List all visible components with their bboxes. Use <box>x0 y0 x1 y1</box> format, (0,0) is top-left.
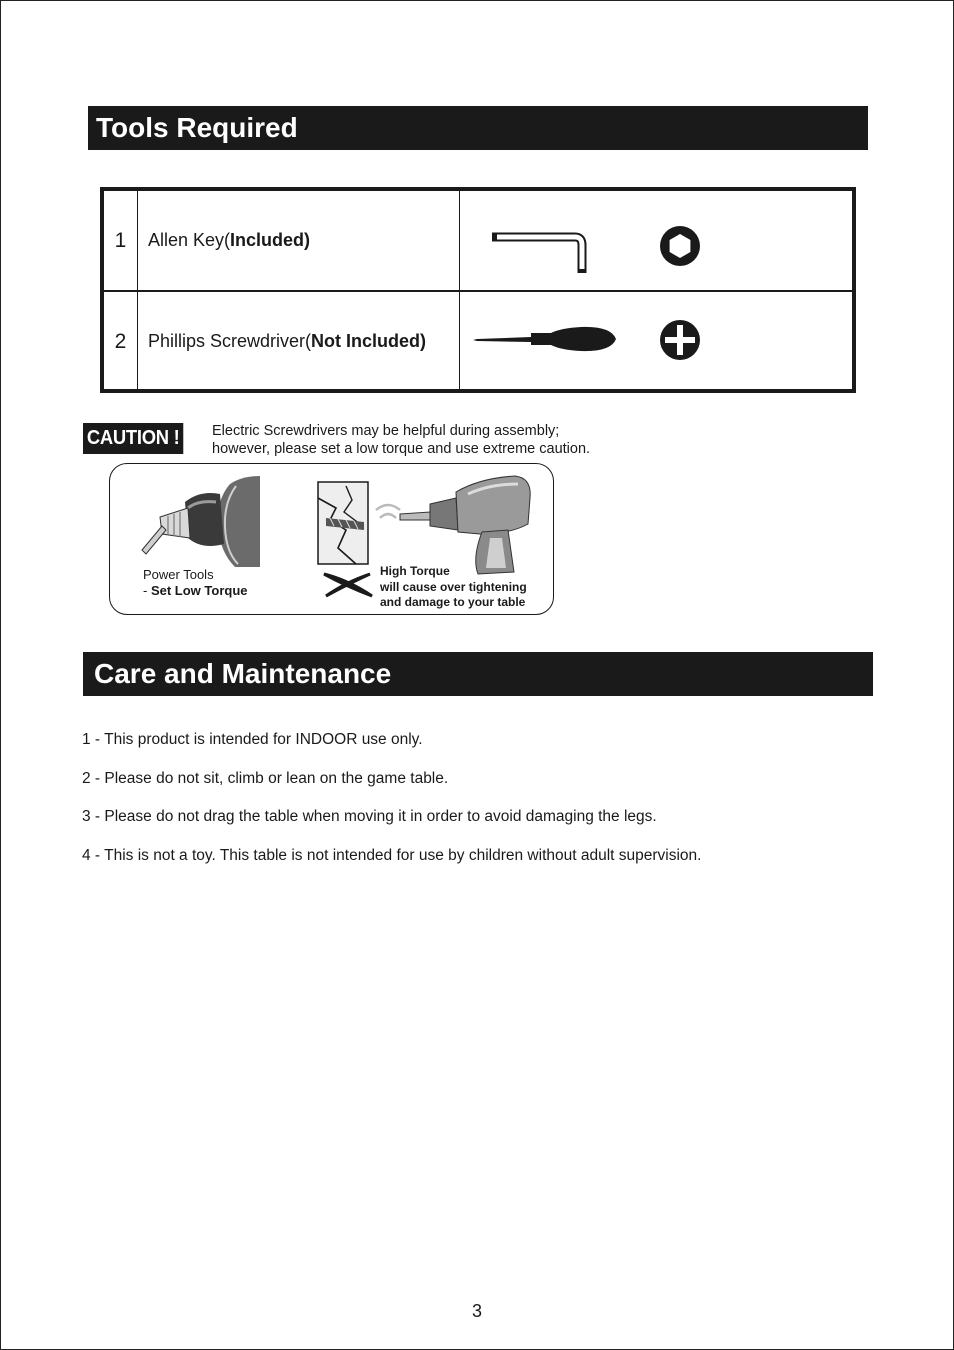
high-torque-line: will cause over tightening <box>380 579 527 594</box>
care-item: 4 - This is not a toy. This table is not intended for use by children without adult supervision. <box>82 846 702 864</box>
tool-row-phillips-screwdriver <box>104 292 852 391</box>
tools-table <box>100 187 856 393</box>
tool-name-cell <box>138 292 460 391</box>
high-torque-warning <box>380 564 527 611</box>
high-torque-line: and damage to your table <box>380 595 526 609</box>
caution-badge: CAUTION ! <box>83 423 183 454</box>
care-maintenance-heading <box>83 652 873 696</box>
tools-required-title: Tools Required <box>96 112 298 143</box>
power-tool-warning-panel <box>109 463 554 615</box>
screwdriver-icon <box>461 292 852 391</box>
power-tools-setting-line <box>143 583 248 599</box>
power-tools-setting: Set Low Torque <box>150 583 248 598</box>
caution-line: however, please set a low torque and use extreme caution. <box>212 441 591 457</box>
care-item: 1 - This product is intended for INDOOR use only. <box>82 731 423 748</box>
high-torque-line: High Torque <box>380 564 450 578</box>
phillips-head-icon <box>658 318 702 362</box>
tool-name: Phillips Screwdriver( <box>148 331 312 351</box>
tool-included-status: Not Included) <box>311 331 427 351</box>
tool-row-allen-key <box>104 191 852 292</box>
tool-name: Allen Key( <box>148 230 231 250</box>
power-drill-icon <box>390 468 540 578</box>
caution-text <box>212 422 590 458</box>
page-number: 3 <box>471 1301 482 1321</box>
tool-name-cell <box>138 191 460 290</box>
care-maintenance-title: Care and Maintenance <box>94 658 392 689</box>
tool-number: 1 <box>104 191 138 290</box>
care-item: 3 - Please do not drag the table when moving it in order to avoid damaging the legs. <box>82 808 657 825</box>
power-tools-prefix: - <box>143 583 151 598</box>
tool-image-cell <box>461 292 852 391</box>
cross-out-icon <box>320 570 376 598</box>
tool-included-status: Included) <box>230 230 311 250</box>
hex-socket-icon <box>658 224 702 268</box>
care-item: 2 - Please do not sit, climb or lean on the game table. <box>82 769 449 787</box>
power-tools-title: Power Tools <box>143 567 214 582</box>
tool-number: 2 <box>104 292 138 391</box>
tool-image-cell <box>461 191 852 290</box>
care-list <box>82 731 701 885</box>
tools-required-heading <box>88 106 868 150</box>
power-drill-chuck-icon <box>140 472 270 572</box>
power-tools-label <box>143 567 248 599</box>
allen-key-icon <box>461 191 852 290</box>
cracked-wood-icon <box>316 478 372 568</box>
caution-line: Electric Screwdrivers may be helpful during assembly; <box>212 423 560 439</box>
